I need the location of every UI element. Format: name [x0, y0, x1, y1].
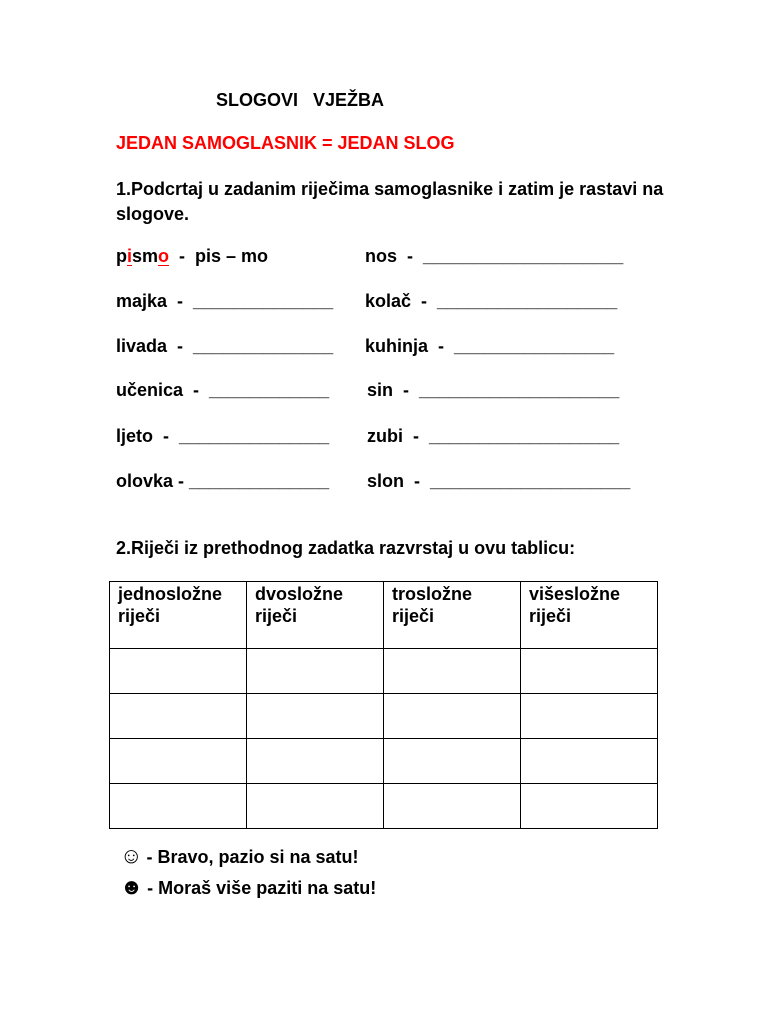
- column-header-jednoslozne: jednosložne riječi: [118, 584, 223, 626]
- word-item-livada: livada - ______________: [116, 336, 334, 356]
- table-cell: [384, 649, 521, 694]
- table-header-row: [110, 582, 658, 649]
- legend-text-good: - Bravo, pazio si na satu!: [146, 847, 359, 867]
- table-row: [110, 694, 658, 739]
- table-row: [110, 784, 658, 829]
- task1-instruction: 1.Podcrtaj u zadanim riječima samoglasnike i zatim je rastavi na slogove.: [116, 179, 664, 224]
- word-item-majka: majka - ______________: [116, 291, 334, 311]
- table-cell: [521, 739, 658, 784]
- table-cell: [521, 784, 658, 829]
- word-item-slon: slon - ____________________: [367, 471, 631, 491]
- table-header-cell: [110, 582, 247, 649]
- column-header-troslozne: trosložne riječi: [392, 584, 473, 626]
- example-word: [116, 246, 268, 267]
- word-item-zubi: zubi - ___________________: [367, 426, 620, 446]
- column-header-viseslozne: višesložne riječi: [529, 584, 621, 626]
- word-item-kuhinja: kuhinja - ________________: [365, 336, 615, 356]
- example-vowel-underlined: o: [158, 246, 170, 266]
- table-row: [110, 739, 658, 784]
- table-cell: [110, 649, 247, 694]
- smiley-filled-icon: ☻: [120, 874, 144, 899]
- word-item-ucenica: učenica - ____________: [116, 380, 330, 400]
- table-cell: [521, 649, 658, 694]
- word-item-sin: sin - ____________________: [367, 380, 620, 400]
- table-cell: [521, 694, 658, 739]
- example-letter: sm: [132, 246, 159, 266]
- example-letter: p: [116, 246, 127, 266]
- table-cell: [110, 784, 247, 829]
- table-cell: [110, 739, 247, 784]
- table-header-cell: [384, 582, 521, 649]
- word-item-ljeto: ljeto - _______________: [116, 426, 330, 446]
- table-row: [110, 649, 658, 694]
- table-cell: [247, 694, 384, 739]
- table-header-cell: [521, 582, 658, 649]
- example-syllables: - pis – mo: [169, 246, 269, 266]
- table-header-cell: [247, 582, 384, 649]
- rule-heading: JEDAN SAMOGLASNIK = JEDAN SLOG: [116, 133, 455, 153]
- table-cell: [247, 784, 384, 829]
- word-item-nos: nos - ____________________: [365, 246, 624, 266]
- legend-item-bad: [120, 874, 376, 900]
- smiley-outline-icon: ☺: [120, 843, 143, 868]
- task2-instruction: 2.Riječi iz prethodnog zadatka razvrstaj u ovu tablicu:: [116, 538, 576, 558]
- column-header-dvoslozne: dvosložne riječi: [255, 584, 344, 626]
- legend-item-good: [120, 843, 359, 869]
- table-cell: [384, 739, 521, 784]
- table-cell: [247, 649, 384, 694]
- table-cell: [384, 694, 521, 739]
- word-item-kolac: kolač - __________________: [365, 291, 618, 311]
- table-cell: [110, 694, 247, 739]
- word-item-olovka: olovka - ______________: [116, 471, 330, 491]
- legend-text-bad: - Moraš više paziti na satu!: [147, 878, 377, 898]
- syllable-table: [109, 581, 658, 829]
- table-cell: [247, 739, 384, 784]
- worksheet-title: SLOGOVI VJEŽBA: [216, 90, 385, 110]
- table-cell: [384, 784, 521, 829]
- example-vowel-underlined: i: [127, 246, 133, 266]
